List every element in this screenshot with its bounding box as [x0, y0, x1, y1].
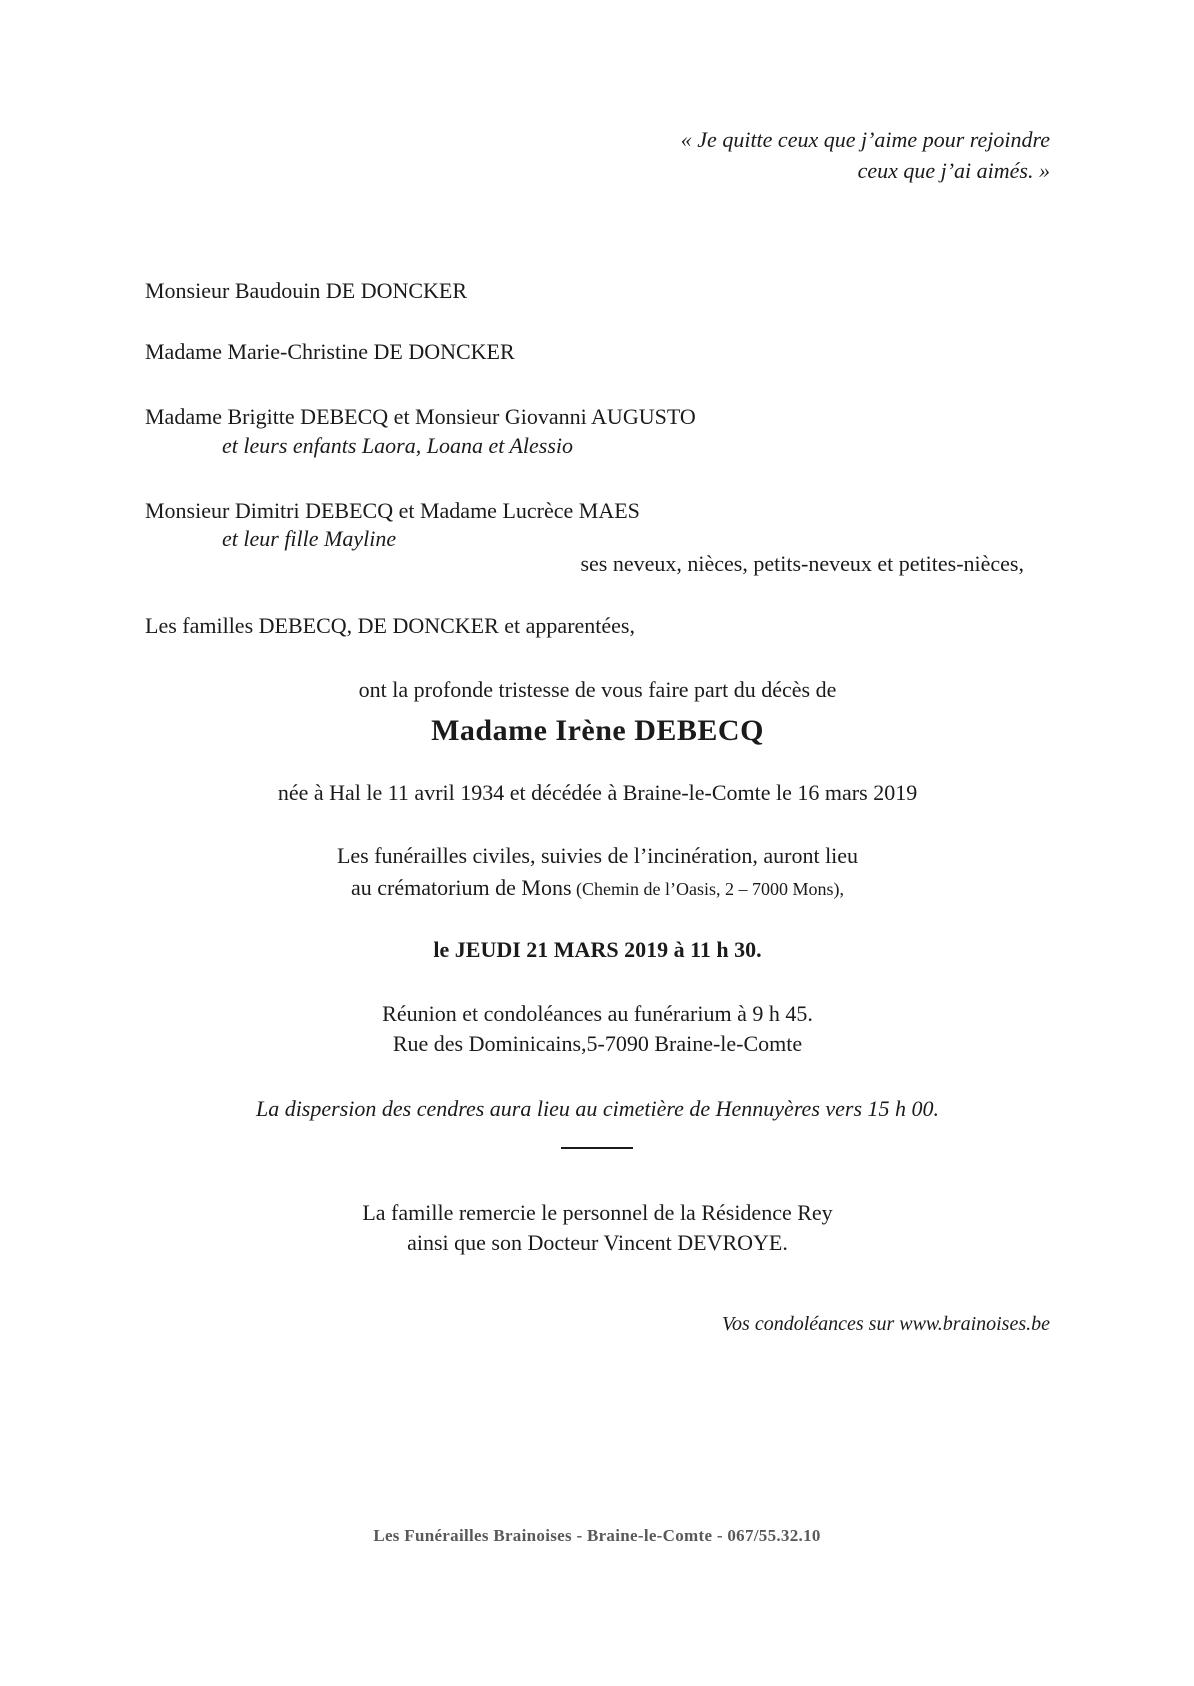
relative-name-2: Madame Marie-Christine DE DONCKER — [145, 339, 515, 364]
gathering-line-1: Réunion et condoléances au funérarium à 9 h 45. — [382, 1001, 813, 1026]
gathering-block — [145, 999, 1050, 1059]
epitaph-quote — [681, 124, 1050, 186]
online-condolences-line: Vos condoléances sur www.brainoises.be — [722, 1313, 1050, 1335]
relative-name-3: Madame Brigitte DEBECQ et Monsieur Giovanni AUGUSTO — [145, 404, 696, 429]
relative-name-1: Monsieur Baudouin DE DONCKER — [145, 278, 468, 303]
deceased-name: Madame Irène DEBECQ — [431, 714, 764, 747]
relative-children-3: et leurs enfants Laora, Loana et Alessio — [222, 433, 573, 458]
relative-children-4: et leur fille Mayline — [222, 526, 397, 551]
thanks-line-1: La famille remercie le personnel de la Résidence Rey — [362, 1200, 833, 1225]
ashes-dispersal-line: La dispersion des cendres aura lieu au cimetière de Hennuyères vers 15 h 00. — [255, 1096, 940, 1121]
section-divider — [561, 1147, 633, 1149]
life-dates-line: née à Hal le 11 avril 1934 et décédée à Braine-le-Comte le 16 mars 2019 — [277, 780, 918, 805]
announcement-line: ont la profonde tristesse de vous faire part du décès de — [358, 677, 837, 702]
kinship-line: ses neveux, nièces, petits-neveux et petites-nièces, — [580, 551, 1024, 576]
funeral-location: au crématorium de Mons — [350, 875, 572, 900]
thanks-block — [145, 1198, 1050, 1258]
thanks-line-2: ainsi que son Docteur Vincent DEVROYE. — [407, 1230, 788, 1255]
relative-name-4: Monsieur Dimitri DEBECQ et Madame Lucrèce MAES — [145, 498, 640, 523]
epitaph-quote-line2: ceux que j’ai aimés. » — [857, 158, 1050, 183]
funeral-datetime-line: le JEUDI 21 MARS 2019 à 11 h 30. — [433, 937, 762, 962]
funeral-home-footer: Les Funérailles Brainoises - Braine-le-Comte - 067/55.32.10 — [373, 1526, 821, 1545]
epitaph-quote-line1: « Je quitte ceux que j’aime pour rejoindre — [680, 127, 1050, 152]
funeral-address-detail: (Chemin de l’Oasis, 2 – 7000 Mons), — [571, 879, 845, 899]
families-line: Les familles DEBECQ, DE DONCKER et apparentées, — [145, 613, 635, 638]
funeral-line-2 — [145, 875, 1050, 901]
gathering-line-2: Rue des Dominicains,5-7090 Braine-le-Comte — [392, 1031, 803, 1056]
funeral-line-1: Les funérailles civiles, suivies de l’incinération, auront lieu — [336, 843, 859, 868]
